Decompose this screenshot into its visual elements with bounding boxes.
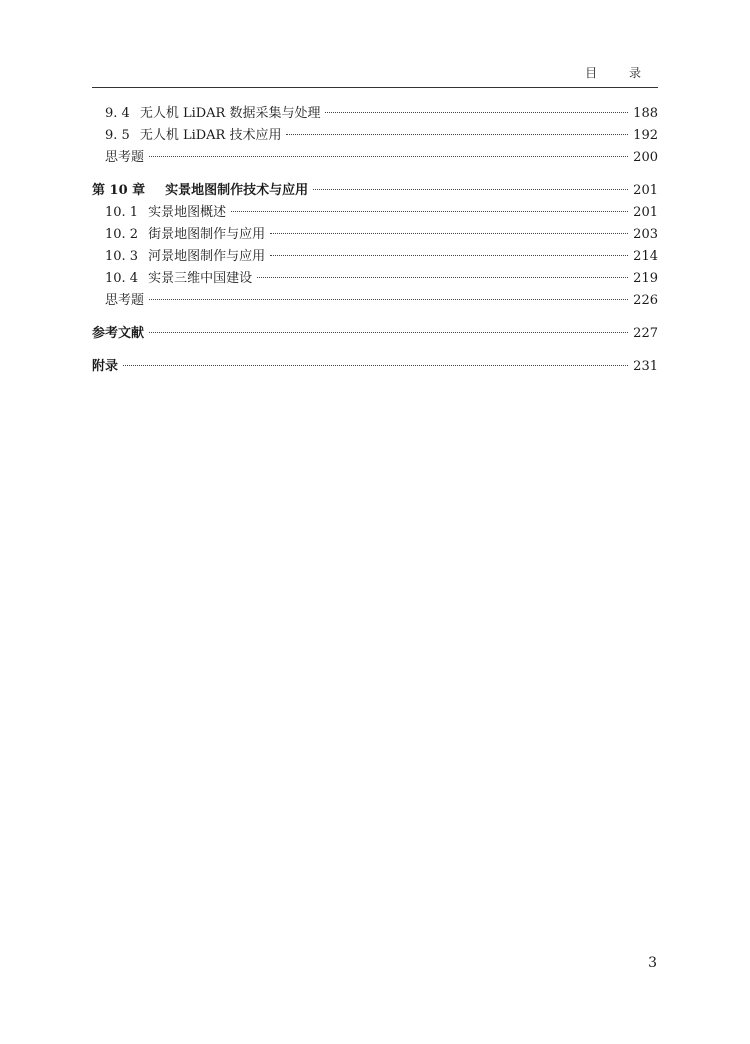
- toc-entry-title: 思考题: [105, 150, 145, 165]
- dot-leader: [231, 211, 628, 212]
- toc-entry-9-5[interactable]: [92, 125, 658, 147]
- header-rule: [92, 87, 658, 88]
- toc-entry-page: 226: [633, 293, 658, 308]
- toc-entry-page: 192: [633, 128, 658, 143]
- toc-entry-chapter-10[interactable]: [92, 180, 658, 202]
- toc-entry-page: 231: [633, 359, 658, 374]
- dot-leader: [313, 189, 628, 190]
- toc-entry-page: 201: [633, 205, 658, 220]
- toc-chapter-number: 第 10 章: [92, 183, 146, 198]
- toc-entry-10-3[interactable]: [92, 246, 658, 268]
- dot-leader: [325, 112, 628, 113]
- toc-entry-number: 10. 4: [105, 271, 139, 286]
- toc-entry-page: 219: [633, 271, 658, 286]
- toc-entry-10-1[interactable]: [92, 202, 658, 224]
- table-of-contents: [92, 103, 658, 378]
- page-number: 3: [648, 955, 657, 971]
- toc-entry-title: 河景地图制作与应用: [148, 249, 266, 264]
- dot-leader: [149, 299, 628, 300]
- dot-leader: [286, 134, 628, 135]
- toc-entry-page: 203: [633, 227, 658, 242]
- toc-entry-number: 10. 3: [105, 249, 139, 264]
- toc-entry-page: 200: [633, 150, 658, 165]
- dot-leader: [270, 233, 628, 234]
- running-header-title: 目 录: [585, 66, 655, 80]
- toc-entry-number: 10. 1: [105, 205, 139, 220]
- dot-leader: [257, 277, 628, 278]
- toc-entry-questions-10[interactable]: [92, 290, 658, 312]
- toc-entry-references[interactable]: [92, 323, 658, 345]
- toc-entry-number: 9. 4: [105, 106, 130, 121]
- toc-chapter-title: 实景地图制作技术与应用: [165, 183, 309, 198]
- toc-entry-10-4[interactable]: [92, 268, 658, 290]
- toc-entry-title: 无人机 LiDAR 技术应用: [139, 128, 282, 143]
- toc-entry-number: 9. 5: [105, 128, 130, 143]
- toc-entry-title: 思考题: [105, 293, 145, 308]
- dot-leader: [149, 156, 628, 157]
- dot-leader: [270, 255, 628, 256]
- dot-leader: [123, 365, 628, 366]
- toc-entry-number: 10. 2: [105, 227, 139, 242]
- toc-entry-page: 201: [633, 183, 658, 198]
- toc-entry-10-2[interactable]: [92, 224, 658, 246]
- toc-entry-9-4[interactable]: [92, 103, 658, 125]
- toc-chapter-title: 附录: [92, 359, 119, 374]
- toc-entry-title: 街景地图制作与应用: [148, 227, 266, 242]
- toc-entry-title: 无人机 LiDAR 数据采集与处理: [139, 106, 321, 121]
- toc-entry-questions-9[interactable]: [92, 147, 658, 169]
- toc-entry-title: 实景地图概述: [148, 205, 227, 220]
- toc-entry-page: 188: [633, 106, 658, 121]
- dot-leader: [149, 332, 628, 333]
- toc-chapter-title: 参考文献: [92, 326, 145, 341]
- toc-entry-title: 实景三维中国建设: [148, 271, 253, 286]
- toc-entry-page: 214: [633, 249, 658, 264]
- toc-entry-appendix[interactable]: [92, 356, 658, 378]
- toc-entry-page: 227: [633, 326, 658, 341]
